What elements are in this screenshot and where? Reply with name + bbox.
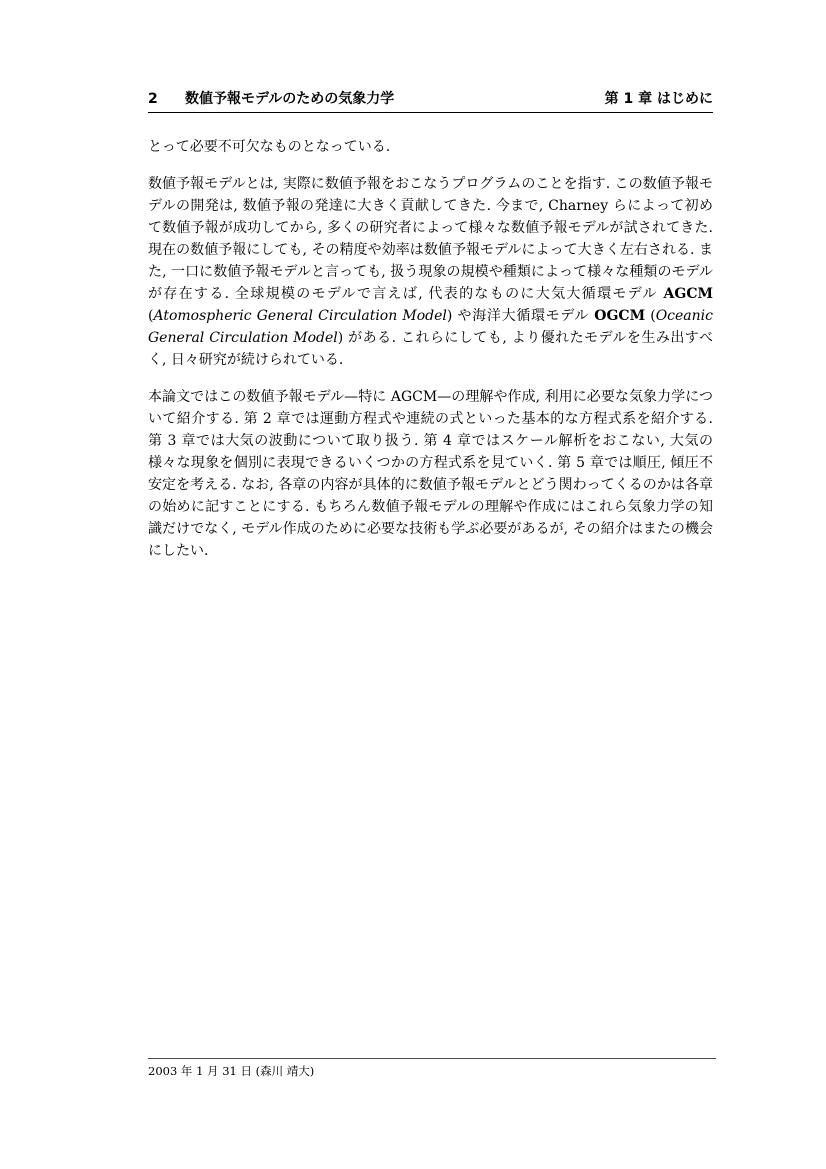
page-body [148,136,713,577]
text-run-bold: AGCM [663,286,713,302]
body-paragraph-2 [148,173,713,371]
footer-date-author: 2003 年 1 月 31 日 (森川 靖大) [148,1064,315,1078]
body-paragraph-1 [148,136,713,158]
text-run: ) や海洋大循環モデル [446,308,595,324]
text-run-italic: Atomospheric General Circulation Model [153,308,447,324]
footer-rule [148,1058,716,1059]
text-run-bold: OGCM [594,308,646,324]
header-rule [148,112,713,113]
header-document-title: 数値予報モデルのための気象力学 [185,91,395,107]
text-run: ) がある. これらにしても, より優れたモデルを生み出すべく, 日々研究が続けられている. [148,330,714,368]
page-header [148,90,713,108]
header-chapter-title: 第 1 章 はじめに [604,91,713,107]
text-run-italic: Oceanic General Circulation Model [148,308,713,346]
text-run: 数値予報モデルとは, 実際に数値予報をおこなうプログラムのことを指す. この数値予報モデルの開発は, 数値予報の発達に大きく貢献してきた. 今まで, Charney らによって初めて数値予報が成功してから, 多くの研究者によって様々な数値予報モデルが試されてきた. 現在の数値予報にしても, その精度や効率は数値予報モデルによって大きく左右される. また, 一口に数値予報モデルと言っても, 扱う現象の規模や種類によって様々な種類のモデルが存在する. 全球規模のモデルで言えば, 代表的なものに大気大循環モデル [148,176,713,302]
page-number: 2 [148,91,158,107]
text-run: とって必要不可欠なものとなっている. [148,139,391,155]
text-run: 本論文ではこの数値予報モデル—特に AGCM—の理解や作成, 利用に必要な気象力学について紹介する. 第 2 章では運動方程式や連続の式といった基本的な方程式系を紹介する. 第 3 章では大気の波動について取り扱う. 第 4 章ではスケール解析をおこない, 大気の様々な現象を個別に表現できるいくつかの方程式系を見ていく. 第 5 章では順圧, 傾圧不安定を考える. なお, 各章の内容が具体的に数値予報モデルとどう関わってくるのかは各章の始めに記すことにする. もちろん数値予報モデルの理解や作成にはこれら気象力学の知識だけでなく, モデル作成のために必要な技術も学ぶ必要があるが, その紹介はまたの機会にしたい. [148,389,713,559]
text-run: ( [645,308,656,324]
text-run: ( [148,308,154,324]
body-paragraph-3 [148,386,713,562]
page-footer [148,1063,713,1079]
